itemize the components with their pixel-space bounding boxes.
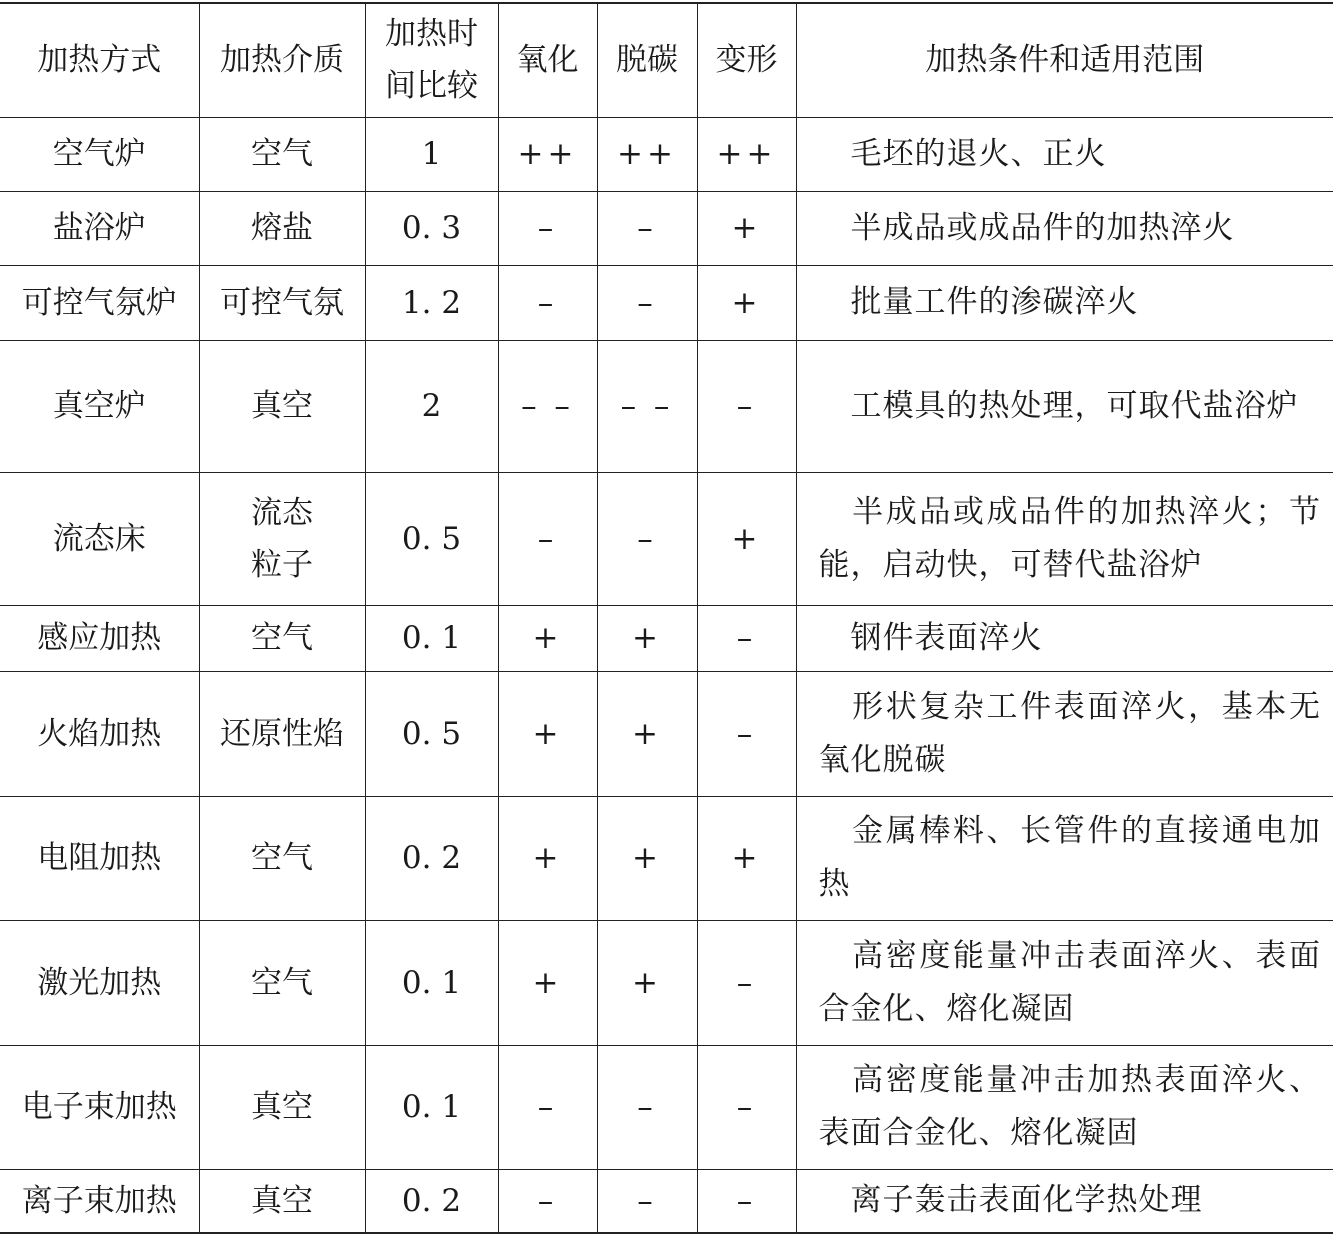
cell-conditions [796,671,1333,796]
cell-time: 0. 1 [365,1045,498,1169]
conditions-text: 高密度能量冲击加热表面淬火、表面合金化、熔化凝固 [818,1062,1321,1151]
cell-deformation: + [697,796,796,920]
table-row [0,472,1333,605]
header-conditions: 加热条件和适用范围 [796,3,1333,117]
cell-medium [199,472,365,605]
conditions-text: 金属棒料、长管件的直接通电加热 [818,813,1321,902]
cell-method: 盐浴炉 [0,191,199,265]
cell-method: 感应加热 [0,605,199,671]
cell-time: 0. 3 [365,191,498,265]
cell-deformation: – [697,1169,796,1233]
conditions-text: 毛坯的退火、正火 [850,135,1107,172]
cell-deformation: + [697,191,796,265]
cell-time: 1. 2 [365,265,498,340]
cell-time: 0. 5 [365,472,498,605]
cell-decarburization: – [597,472,697,605]
table-row [0,1169,1333,1233]
cell-deformation: + [697,265,796,340]
cell-oxidation: + [498,796,597,920]
cell-method: 电阻加热 [0,796,199,920]
cell-oxidation: + [498,671,597,796]
cell-time: 2 [365,340,498,472]
cell-conditions [796,1045,1333,1169]
cell-method: 火焰加热 [0,671,199,796]
cell-time: 0. 1 [365,605,498,671]
cell-conditions [796,191,1333,265]
cell-time: 1 [365,117,498,191]
conditions-text: 钢件表面淬火 [850,619,1043,656]
table-row [0,191,1333,265]
table-row [0,265,1333,340]
cell-conditions [796,265,1333,340]
cell-decarburization: + [597,796,697,920]
cell-time: 0. 1 [365,920,498,1045]
header-method: 加热方式 [0,3,199,117]
header-time-line1: 加热时 [385,16,478,53]
conditions-text: 半成品或成品件的加热淬火 [850,209,1235,246]
cell-deformation: – [697,671,796,796]
cell-method: 真空炉 [0,340,199,472]
cell-decarburization: – – [597,340,697,472]
cell-method: 空气炉 [0,117,199,191]
conditions-text: 批量工件的渗碳淬火 [850,284,1139,320]
conditions-text: 半成品或成品件的加热淬火；节能，启动快，可替代盐浴炉 [818,493,1321,583]
cell-conditions [796,605,1333,671]
cell-deformation: – [697,340,796,472]
table-row [0,340,1333,472]
table-row [0,117,1333,191]
cell-method: 电子束加热 [0,1045,199,1169]
cell-method: 可控气氛炉 [0,265,199,340]
cell-medium: 空气 [199,605,365,671]
cell-medium: 空气 [199,796,365,920]
cell-oxidation: – [498,472,597,605]
cell-decarburization: + [597,920,697,1045]
cell-medium: 空气 [199,920,365,1045]
conditions-text: 形状复杂工件表面淬火，基本无氧化脱碳 [818,688,1321,778]
header-medium: 加热介质 [199,3,365,117]
cell-medium: 可控气氛 [199,265,365,340]
cell-time: 0. 5 [365,671,498,796]
cell-oxidation: – [498,1169,597,1233]
table-row [0,1045,1333,1169]
cell-deformation: + [697,472,796,605]
table-row [0,605,1333,671]
cell-method: 激光加热 [0,920,199,1045]
cell-conditions [796,1169,1333,1233]
cell-oxidation: + [498,920,597,1045]
header-oxidation: 氧化 [498,3,597,117]
cell-time: 0. 2 [365,1169,498,1233]
cell-conditions [796,117,1333,191]
table-body [0,117,1333,1233]
cell-medium: 真空 [199,1045,365,1169]
cell-medium: 还原性焰 [199,671,365,796]
header-time-line2: 间比较 [385,68,478,105]
cell-decarburization: – [597,265,697,340]
cell-medium: 空气 [199,117,365,191]
conditions-text: 工模具的热处理，可取代盐浴炉 [850,387,1299,424]
cell-conditions [796,472,1333,605]
heating-methods-table [0,2,1333,1234]
cell-decarburization: + [597,671,697,796]
cell-conditions [796,920,1333,1045]
header-time [365,3,498,117]
cell-medium-line2: 粒子 [251,546,313,583]
cell-oxidation: – [498,191,597,265]
cell-medium: 真空 [199,340,365,472]
cell-deformation: – [697,920,796,1045]
cell-oxidation: – [498,1045,597,1169]
cell-medium: 熔盐 [199,191,365,265]
cell-conditions [796,340,1333,472]
cell-oxidation: – [498,265,597,340]
cell-deformation: – [697,1045,796,1169]
conditions-text: 高密度能量冲击表面淬火、表面合金化、熔化凝固 [818,937,1321,1027]
cell-deformation: – [697,605,796,671]
cell-time: 0. 2 [365,796,498,920]
cell-decarburization: – [597,1045,697,1169]
cell-decarburization: + [597,605,697,671]
cell-decarburization: – [597,191,697,265]
cell-decarburization: – [597,1169,697,1233]
cell-method: 离子束加热 [0,1169,199,1233]
conditions-text: 离子轰击表面化学热处理 [850,1182,1203,1219]
table-header [0,3,1333,117]
header-decarburization: 脱碳 [597,3,697,117]
table-row [0,920,1333,1045]
header-row [0,3,1333,117]
cell-deformation: ++ [697,117,796,191]
cell-medium-line1: 流态 [251,494,313,531]
cell-method: 流态床 [0,472,199,605]
cell-conditions [796,796,1333,920]
header-deformation: 变形 [697,3,796,117]
cell-medium: 真空 [199,1169,365,1233]
cell-oxidation: + [498,605,597,671]
cell-oxidation: ++ [498,117,597,191]
cell-oxidation: – – [498,340,597,472]
table-row [0,671,1333,796]
cell-decarburization: ++ [597,117,697,191]
table-row [0,796,1333,920]
